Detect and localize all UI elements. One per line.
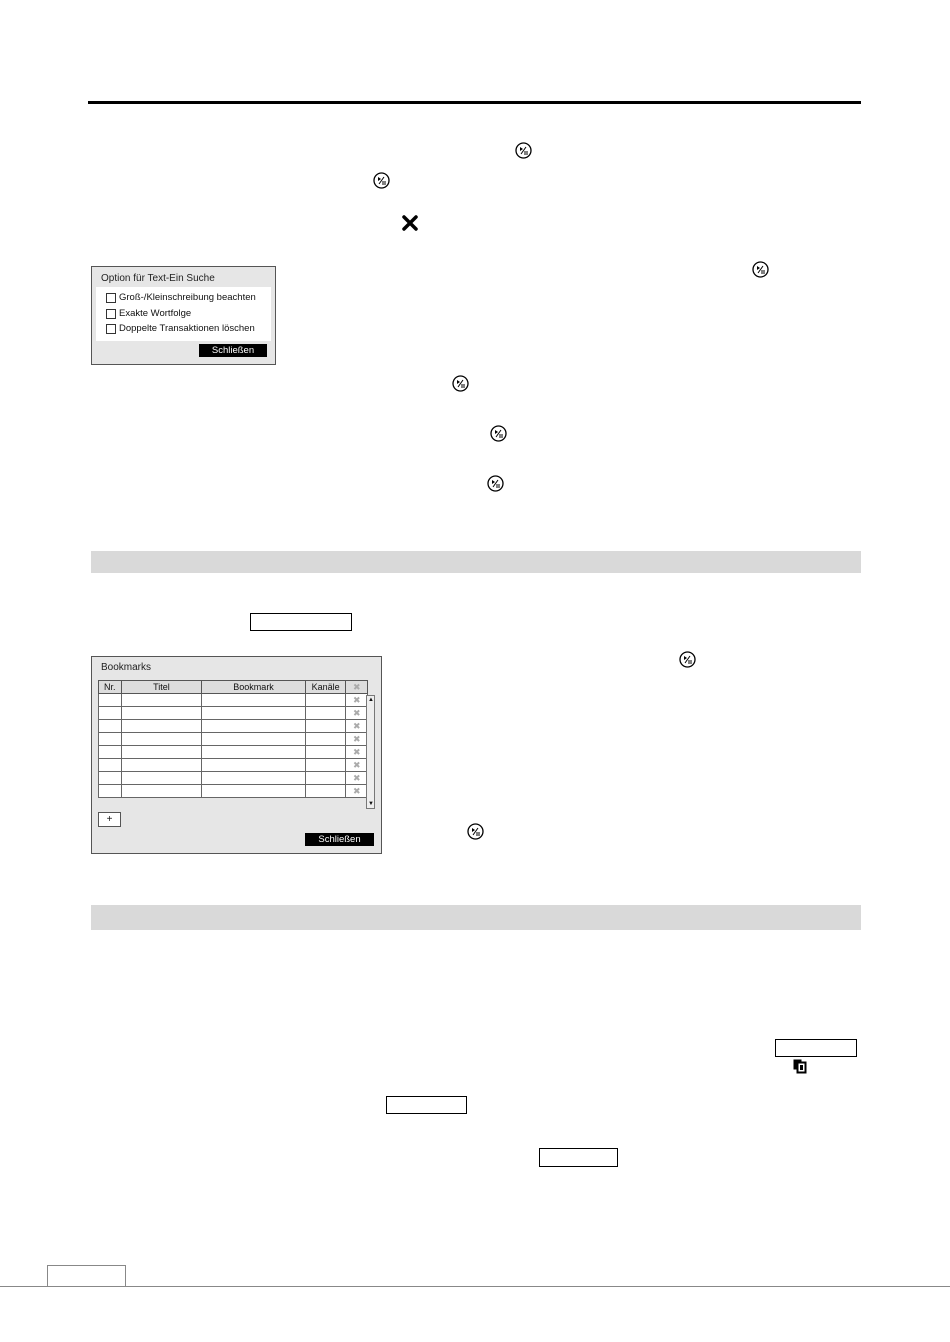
checkbox[interactable] (106, 293, 116, 303)
option-label: Doppelte Transaktionen löschen (119, 323, 255, 334)
footer-rule (0, 1286, 950, 1287)
page-number-tab (47, 1265, 126, 1287)
delete-all-icon: ✖ (346, 681, 368, 694)
table-row[interactable] (99, 759, 368, 772)
option-row[interactable] (106, 308, 191, 319)
button-placeholder[interactable] (386, 1096, 467, 1114)
play-pause-icon (487, 475, 504, 492)
scrollbar[interactable] (366, 695, 375, 809)
section-header-band (91, 551, 861, 573)
delete-icon[interactable]: ✖ (346, 694, 368, 707)
bookmarks-dialog (91, 656, 382, 854)
option-label: Groß-/Kleinschreibung beachten (119, 292, 256, 303)
play-pause-icon (515, 142, 532, 159)
table-row[interactable] (99, 785, 368, 798)
section-header-band (91, 905, 861, 930)
delete-icon[interactable]: ✖ (346, 759, 368, 772)
column-header: Kanäle (305, 681, 346, 694)
bookmarks-table (98, 680, 368, 798)
checkbox[interactable] (106, 309, 116, 319)
table-row[interactable] (99, 694, 368, 707)
close-button[interactable]: Schließen (305, 833, 374, 846)
delete-icon[interactable]: ✖ (346, 707, 368, 720)
play-pause-icon (373, 172, 390, 189)
button-placeholder[interactable] (250, 613, 352, 631)
dialog-title: Bookmarks (101, 662, 152, 673)
checkbox[interactable] (106, 324, 116, 334)
text-search-option-dialog (91, 266, 276, 365)
add-bookmark-button[interactable]: + (98, 812, 121, 827)
option-row[interactable] (106, 292, 256, 303)
close-button[interactable]: Schließen (199, 344, 267, 357)
button-placeholder[interactable] (539, 1148, 618, 1167)
table-header-row (99, 681, 368, 694)
option-label: Exakte Wortfolge (119, 308, 192, 319)
scroll-up-icon[interactable]: ▲ (368, 697, 374, 703)
dialog-title: Option für Text-Ein Suche (101, 273, 215, 284)
options-panel (96, 287, 271, 341)
play-pause-icon (490, 425, 507, 442)
header-rule (88, 101, 861, 104)
play-pause-icon (467, 823, 484, 840)
x-icon (402, 215, 418, 231)
table-row[interactable] (99, 707, 368, 720)
delete-icon[interactable]: ✖ (346, 772, 368, 785)
copy-icon (792, 1058, 808, 1074)
option-row[interactable] (106, 323, 255, 334)
play-pause-icon (752, 261, 769, 278)
delete-icon[interactable]: ✖ (346, 720, 368, 733)
column-header: Titel (121, 681, 202, 694)
delete-icon[interactable]: ✖ (346, 746, 368, 759)
table-row[interactable] (99, 746, 368, 759)
delete-icon[interactable]: ✖ (346, 733, 368, 746)
delete-icon[interactable]: ✖ (346, 785, 368, 798)
table-row[interactable] (99, 720, 368, 733)
play-pause-icon (679, 651, 696, 668)
scroll-down-icon[interactable]: ▼ (368, 801, 374, 807)
column-header: Nr. (99, 681, 122, 694)
table-row[interactable] (99, 772, 368, 785)
play-pause-icon (452, 375, 469, 392)
table-row[interactable] (99, 733, 368, 746)
column-header: Bookmark (202, 681, 306, 694)
button-placeholder[interactable] (775, 1039, 857, 1057)
